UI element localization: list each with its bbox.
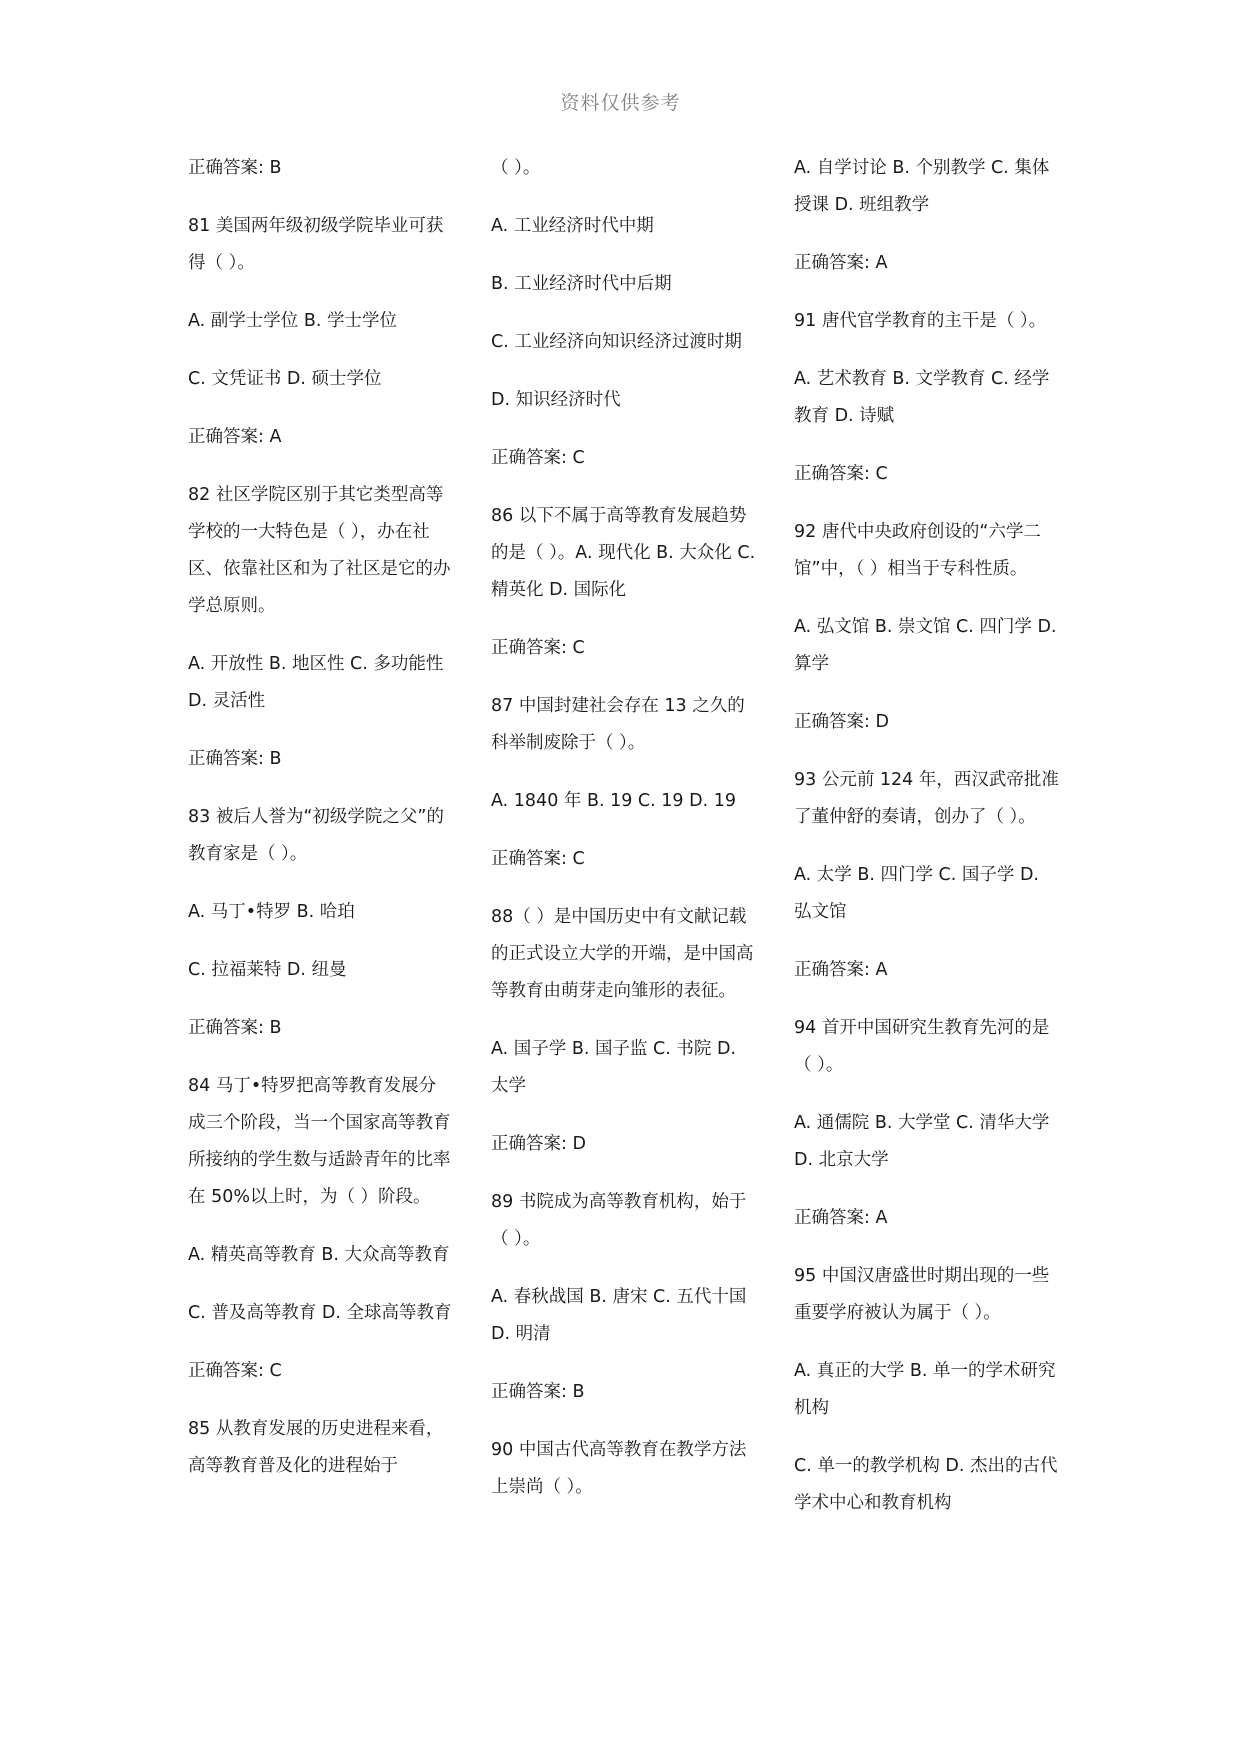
options-line: A. 弘文馆 B. 崇文馆 C. 四门学 D. 算学	[794, 617, 1057, 674]
question-88: 88（ ）是中国历史中有文献记载的正式设立大学的开端，是中国高等教育由萌芽走向雏形的表征。	[491, 907, 754, 1001]
answer-line: 正确答案: C	[491, 638, 585, 658]
question-92: 92 唐代中央政府创设的“六学二馆”中，（ ）相当于专科性质。	[794, 522, 1041, 579]
options-line: C. 单一的教学机构 D. 杰出的古代学术中心和教育机构	[794, 1456, 1058, 1513]
answer-line: 正确答案: B	[491, 1382, 585, 1402]
answer-line: 正确答案: A	[794, 253, 888, 273]
options-line: A. 通儒院 B. 大学堂 C. 清华大学 D. 北京大学	[794, 1113, 1050, 1170]
answer-line: 正确答案: B	[188, 749, 282, 769]
options-line: A. 真正的大学 B. 单一的学术研究机构	[794, 1361, 1056, 1418]
question-95: 95 中国汉唐盛世时期出现的一些重要学府被认为属于（ ）。	[794, 1266, 1050, 1323]
question-94: 94 首开中国研究生教育先河的是（ ）。	[794, 1018, 1050, 1075]
question-87: 87 中国封建社会存在 13 之久的科举制废除于（ ）。	[491, 696, 745, 753]
question-90: 90 中国古代高等教育在教学方法上崇尚（ ）。	[491, 1440, 747, 1497]
options-line: A. 太学 B. 四门学 C. 国子学 D. 弘文馆	[794, 865, 1039, 922]
options-line: A. 1840 年 B. 19 C. 19 D. 19	[491, 791, 736, 811]
question-89: 89 书院成为高等教育机构，始于（ ）。	[491, 1192, 747, 1249]
options-line: D. 知识经济时代	[491, 390, 621, 410]
answer-line: 正确答案: C	[188, 1361, 282, 1381]
options-line: C. 拉福莱特 D. 纽曼	[188, 960, 347, 980]
options-line: A. 春秋战国 B. 唐宋 C. 五代十国 D. 明清	[491, 1287, 747, 1344]
question-84: 84 马丁•特罗把高等教育发展分成三个阶段，当一个国家高等教育所接纳的学生数与适龄青年的比率在 50%以上时，为（ ）阶段。	[188, 1076, 451, 1207]
options-line: A. 国子学 B. 国子监 C. 书院 D. 太学	[491, 1039, 736, 1096]
options-line: A. 艺术教育 B. 文学教育 C. 经学教育 D. 诗赋	[794, 369, 1050, 426]
options-line: A. 自学讨论 B. 个别教学 C. 集体授课 D. 班组教学	[794, 158, 1050, 215]
answer-line: 正确答案: D	[491, 1134, 586, 1154]
answer-line: 正确答案: B	[188, 1018, 282, 1038]
question-83: 83 被后人誉为“初级学院之父”的教育家是（ ）。	[188, 807, 444, 864]
question-85-cont: （ ）。	[491, 158, 541, 178]
question-86: 86 以下不属于高等教育发展趋势的是（ ）。A. 现代化 B. 大众化 C. 精英化 D. 国际化	[491, 506, 756, 600]
answer-line: 正确答案: C	[794, 464, 888, 484]
options-line: C. 文凭证书 D. 硕士学位	[188, 369, 382, 389]
answer-line: 正确答案: D	[794, 712, 889, 732]
question-91: 91 唐代官学教育的主干是（ ）。	[794, 311, 1047, 331]
page-header: 资料仅供参考	[560, 92, 681, 114]
options-line: A. 马丁•特罗 B. 哈珀	[188, 902, 355, 922]
text-column-1	[188, 150, 453, 1506]
answer-line: 正确答案: A	[188, 427, 282, 447]
question-85: 85 从教育发展的历史进程来看，高等教育普及化的进程始于	[188, 1419, 444, 1476]
answer-line: 正确答案: C	[491, 448, 585, 468]
question-82: 82 社区学院区别于其它类型高等学校的一大特色是（ ），办在社区、依靠社区和为了社区是它的办学总原则。	[188, 485, 451, 616]
answer-line: 正确答案: A	[794, 1208, 888, 1228]
question-93: 93 公元前 124 年，西汉武帝批准了董仲舒的奏请，创办了（ ）。	[794, 770, 1059, 827]
options-line: C. 工业经济向知识经济过渡时期	[491, 332, 742, 352]
text-column-3	[794, 150, 1062, 1543]
question-81: 81 美国两年级初级学院毕业可获得（ ）。	[188, 216, 444, 273]
options-line: A. 副学士学位 B. 学士学位	[188, 311, 397, 331]
answer-line: 正确答案: B	[188, 158, 282, 178]
options-line: A. 精英高等教育 B. 大众高等教育	[188, 1245, 450, 1265]
options-line: A. 开放性 B. 地区性 C. 多功能性 D. 灵活性	[188, 654, 444, 711]
options-line: A. 工业经济时代中期	[491, 216, 654, 236]
answer-line: 正确答案: C	[491, 849, 585, 869]
answer-line: 正确答案: A	[794, 960, 888, 980]
text-column-2	[491, 150, 756, 1527]
options-line: C. 普及高等教育 D. 全球高等教育	[188, 1303, 452, 1323]
options-line: B. 工业经济时代中后期	[491, 274, 672, 294]
